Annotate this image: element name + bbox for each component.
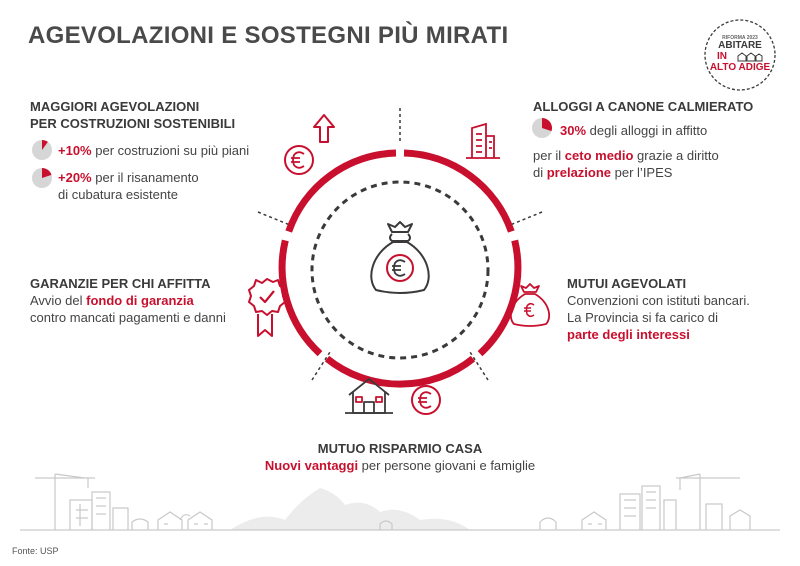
rent-line-3a: di <box>533 165 547 180</box>
ring-seg-5 <box>289 153 396 232</box>
money-bag-icon <box>371 222 428 293</box>
guarantee-line-1b: fondo di garanzia <box>86 293 194 308</box>
heading-line-1: MAGGIORI AGEVOLAZIONI <box>30 99 200 114</box>
pie-20-icon <box>32 168 52 188</box>
arrow-up-icon <box>314 115 334 142</box>
heading-calmiered-rent: ALLOGGI A CANONE CALMIERATO <box>533 99 754 114</box>
ring-seg-3 <box>327 359 473 385</box>
savings-line <box>0 457 800 474</box>
guarantee-line-1a: Avvio del <box>30 293 87 308</box>
rent-line-2b: ceto medio <box>564 148 634 163</box>
rent-pct: 30% <box>560 123 587 138</box>
radial-line-bottom-right <box>470 352 488 380</box>
red-ring <box>282 153 518 384</box>
rent-line-2a: per il <box>533 148 565 163</box>
skyline-illustration <box>20 474 780 530</box>
savings-line-b: per persone giovani e famiglie <box>358 458 536 473</box>
benefit-2-text: per il risanamento <box>91 170 199 185</box>
guarantee-line-1 <box>30 292 194 309</box>
radial-lines <box>258 108 542 380</box>
pie-30-icon <box>532 118 552 138</box>
source-note: Fonte: USP <box>12 546 59 556</box>
savings-line-a: Nuovi vantaggi <box>264 458 359 473</box>
radial-line-bottom-left <box>312 352 330 380</box>
benefit-1-text: per costruzioni su più piani <box>91 143 250 158</box>
loans-line-1: Convenzioni con istituti bancari. <box>567 293 750 308</box>
pie-10-icon <box>32 140 52 160</box>
benefit-2-text-2: di cubatura esistente <box>58 187 178 202</box>
benefit-1-pct: +10% <box>58 143 92 158</box>
rent-line-3 <box>533 164 672 181</box>
building-icon <box>466 124 500 158</box>
certificate-icon <box>249 279 285 336</box>
logo-line1: ABITARE <box>718 40 762 51</box>
benefit-item-1 <box>58 142 249 159</box>
euro-coin-icon <box>285 146 313 174</box>
heading-sustainable-construction <box>30 98 235 132</box>
heading-guarantees: GARANZIE PER CHI AFFITTA <box>30 276 211 291</box>
rent-pct-text: degli alloggi in affitto <box>586 123 708 138</box>
loans-line-2: La Provincia si fa carico di <box>567 310 719 325</box>
loans-line-3: parte degli interessi <box>567 327 690 342</box>
rent-pct-line <box>560 122 707 139</box>
logo-line2: IN <box>717 51 727 62</box>
rent-line-3b: prelazione <box>546 165 612 180</box>
benefit-item-2 <box>58 169 199 203</box>
euro-coin-small-icon <box>412 386 440 414</box>
ring-seg-1 <box>404 153 511 232</box>
rent-line-2 <box>533 147 719 164</box>
rent-line-2c: grazie a diritto <box>633 148 719 163</box>
radial-line-left <box>258 212 290 225</box>
rent-line-3c: per l’IPES <box>611 165 673 180</box>
guarantee-line-2: contro mancati pagamenti e danni <box>30 310 226 325</box>
heading-subsidized-loans: MUTUI AGEVOLATI <box>567 276 687 291</box>
page-title: AGEVOLAZIONI E SOSTEGNI PIÙ MIRATI <box>28 22 509 49</box>
benefit-2-pct: +20% <box>58 170 92 185</box>
logo-line3: ALTO ADIGE <box>709 62 771 73</box>
logo-top: RIFORMA 2023 <box>722 35 758 41</box>
radial-line-right <box>510 212 542 225</box>
heading-line-2: PER COSTRUZIONI SOSTENIBILI <box>30 116 236 131</box>
heading-savings-mortgage: MUTUO RISPARMIO CASA <box>317 441 483 456</box>
